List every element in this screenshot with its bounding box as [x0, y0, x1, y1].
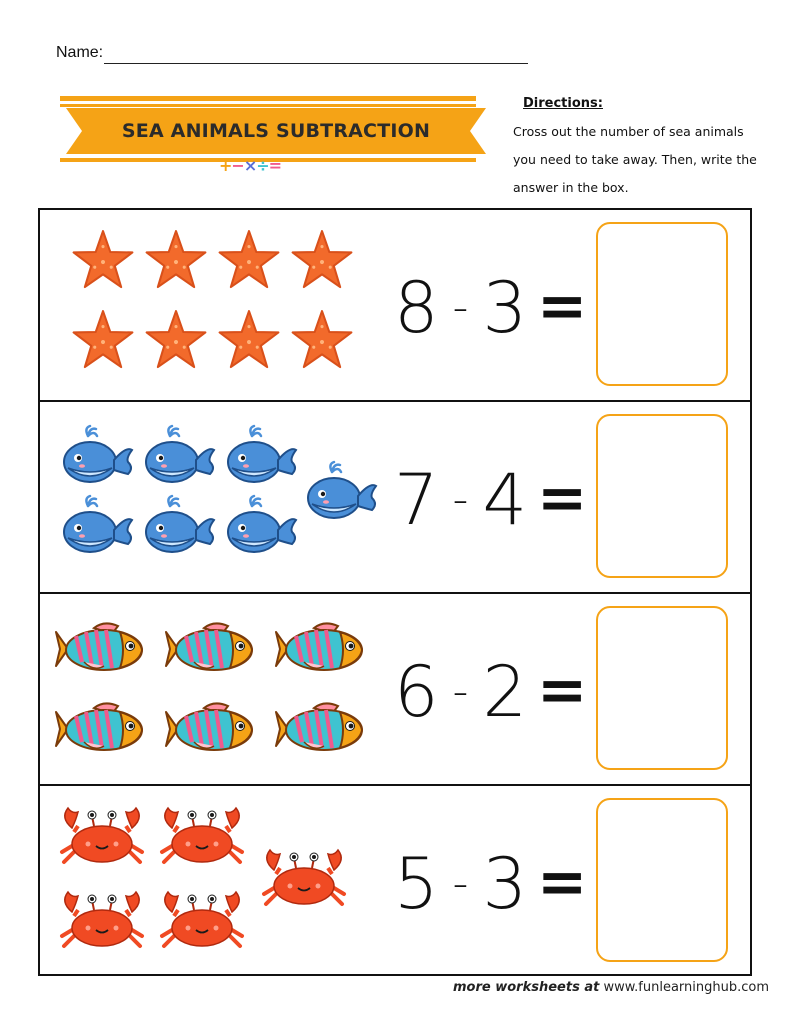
- answer-box[interactable]: [596, 414, 728, 578]
- crab-icon[interactable]: [158, 888, 246, 958]
- fish-icon[interactable]: [274, 618, 374, 684]
- subtrahend: 3: [482, 267, 527, 349]
- starfish-icon[interactable]: [289, 228, 355, 298]
- starfish-icon[interactable]: [143, 228, 209, 298]
- crab-icon[interactable]: [158, 804, 246, 874]
- minuend: 8: [394, 267, 439, 349]
- minus-sign: -: [452, 858, 469, 909]
- crab-icon[interactable]: [260, 846, 348, 916]
- minuend: 7: [394, 459, 439, 541]
- footer-prefix: more worksheets at: [453, 980, 600, 995]
- crab-icon[interactable]: [58, 888, 146, 958]
- problem-row: [40, 786, 750, 978]
- answer-box[interactable]: [596, 606, 728, 770]
- equals-sign: =: [536, 655, 588, 725]
- directions-text: Cross out the number of sea animals you need to take away. Then, write the answer in the box.: [513, 124, 757, 195]
- name-label: Name:: [56, 44, 104, 61]
- whale-icon[interactable]: [302, 460, 380, 528]
- worksheet-title: SEA ANIMALS SUBTRACTION: [121, 120, 431, 142]
- name-line[interactable]: [104, 63, 528, 64]
- minuend: 5: [394, 843, 439, 925]
- fish-icon[interactable]: [54, 618, 154, 684]
- minus-sign: -: [452, 666, 469, 717]
- title-banner: [66, 108, 486, 154]
- starfish-icon[interactable]: [216, 228, 282, 298]
- answer-box[interactable]: [596, 798, 728, 962]
- footer-url[interactable]: www.funlearninghub.com: [603, 980, 770, 995]
- minus-sign: -: [452, 282, 469, 333]
- banner-top-line-2: [60, 104, 476, 107]
- fish-icon[interactable]: [164, 698, 264, 764]
- equation: [394, 786, 587, 978]
- math-symbols-icon: +−×÷=: [219, 156, 282, 175]
- problem-row: [40, 594, 750, 786]
- whale-icon[interactable]: [58, 494, 136, 562]
- equals-sign: =: [536, 271, 588, 341]
- starfish-icon[interactable]: [70, 228, 136, 298]
- starfish-icon[interactable]: [289, 308, 355, 378]
- answer-box[interactable]: [596, 222, 728, 386]
- fish-icon[interactable]: [54, 698, 154, 764]
- minus-sign: -: [452, 474, 469, 525]
- equals-sign: =: [536, 463, 588, 533]
- directions-heading: Directions:: [523, 96, 603, 111]
- starfish-icon[interactable]: [143, 308, 209, 378]
- minuend: 6: [394, 651, 439, 733]
- whale-icon[interactable]: [140, 494, 218, 562]
- footer: [453, 980, 769, 995]
- starfish-icon[interactable]: [216, 308, 282, 378]
- equation: [394, 594, 587, 786]
- problem-grid: [38, 208, 752, 976]
- banner-top-line: [60, 96, 476, 101]
- equation: [394, 210, 587, 402]
- subtrahend: 2: [482, 651, 527, 733]
- starfish-icon[interactable]: [70, 308, 136, 378]
- equals-sign: =: [536, 847, 588, 917]
- fish-icon[interactable]: [164, 618, 264, 684]
- crab-icon[interactable]: [58, 804, 146, 874]
- subtrahend: 4: [482, 459, 527, 541]
- whale-icon[interactable]: [222, 424, 300, 492]
- problem-row: [40, 402, 750, 594]
- equation: [394, 402, 587, 594]
- whale-icon[interactable]: [222, 494, 300, 562]
- subtrahend: 3: [482, 843, 527, 925]
- fish-icon[interactable]: [274, 698, 374, 764]
- whale-icon[interactable]: [140, 424, 218, 492]
- problem-row: [40, 210, 750, 402]
- whale-icon[interactable]: [58, 424, 136, 492]
